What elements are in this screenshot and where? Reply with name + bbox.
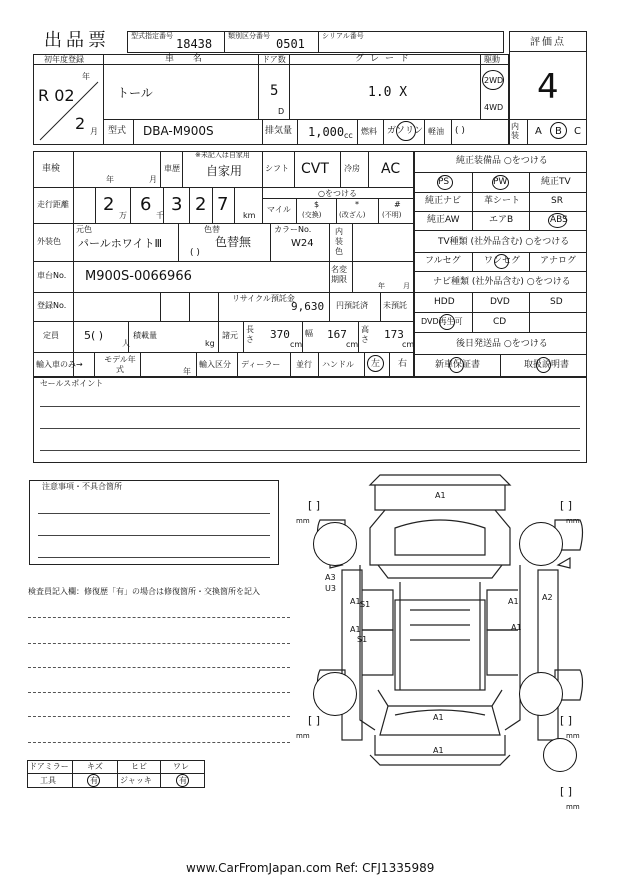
legend-break: ワレ (173, 762, 189, 771)
legend-mirror: ドアミラー (29, 762, 69, 771)
chassis-value: M900S-0066966 (85, 269, 192, 284)
displacement-value: 1,000 (308, 125, 345, 139)
original-color-label: 元色 (76, 225, 92, 234)
dollar-sub: (交換) (302, 211, 322, 219)
navi-title: ナビ種類 (社外品含む) ○をつける (433, 277, 571, 287)
equip-abs-circle (548, 213, 567, 228)
recycle-label: リサイクル預託金 (232, 294, 295, 303)
height-value: 173 (384, 328, 404, 341)
doors-sub: D (278, 107, 285, 116)
tire-front-left (313, 522, 357, 566)
later-warranty: 新車保証書 (435, 360, 481, 370)
tire-mm-fr: mm (566, 517, 580, 525)
grade-label: グレード (355, 54, 416, 64)
import-only-label: 輸入車のみ→ (36, 360, 83, 369)
tire-bracket-rr: [ ] (560, 714, 573, 727)
recycle-value: 9,630 (291, 300, 325, 313)
drive-label: 駆動 (484, 55, 500, 64)
tv-oneseg-circle (494, 254, 509, 269)
tire-bracket-fl: [ ] (308, 499, 321, 512)
mileage-circle-note: ○をつける (318, 189, 357, 198)
equipment-title: 純正装備品 ○をつける (456, 156, 548, 166)
model-year-label: モデル年式 (104, 355, 136, 374)
shift-value: CVT (301, 161, 329, 177)
mileage-digit-4: 2 (195, 194, 207, 215)
navi-dvd-play-circle (439, 314, 455, 330)
equip-airbag: エアB (489, 215, 514, 225)
legend-tools: 工具 (40, 776, 56, 785)
mileage-unit-sen: 千 (156, 211, 164, 220)
equip-abs: ABS (550, 215, 568, 225)
drive-2wd-circle (482, 70, 504, 90)
inspection-label: 車検 (42, 164, 61, 174)
color-swap-paren: ( ) (190, 248, 200, 258)
star-sub: (改ざん) (339, 211, 366, 219)
width-unit: cm (346, 340, 359, 349)
damage-right-front-door: A1 (508, 597, 519, 606)
light-oil-paren: ( ) (455, 126, 465, 136)
dealer-option: ディーラー (241, 360, 281, 369)
later-title: 後日発送品 ○をつける (456, 339, 548, 349)
navi-dvd-play: DVD再生可 (421, 317, 463, 326)
shift-label: シフト (265, 164, 289, 173)
tire-spare (543, 738, 577, 772)
footer-watermark: www.CarFromJapan.com Ref: CFJ1335989 (186, 861, 435, 875)
length-label: 長さ (246, 325, 254, 344)
recycle-unit: 円預託済 (336, 301, 368, 310)
grade-value: 1.0 X (368, 85, 408, 100)
model-year-unit: 年 (183, 367, 191, 376)
damage-front-left-a: A3 (325, 573, 336, 582)
score-label: 評価点 (530, 37, 566, 48)
fuel-label: 燃料 (361, 127, 377, 136)
score-value: 4 (537, 67, 559, 107)
mileage-label: 走行距離 (37, 200, 69, 209)
displacement-unit: cc (344, 131, 353, 140)
serial-label: シリアル番号 (322, 32, 364, 40)
tv-oneseg: ワンセグ (484, 256, 521, 266)
hash-sub: (不明) (382, 211, 402, 219)
first-reg-month: 2 (75, 114, 86, 133)
legend-tools-circle (87, 774, 100, 787)
drive-4wd: 4WD (484, 103, 504, 112)
import-class-label: 輸入区分 (199, 360, 231, 369)
doors-value: 5 (270, 83, 279, 99)
legend-jack: ジャッキ (120, 776, 152, 785)
later-manual: 取扱説明書 (524, 360, 570, 370)
sheet-title: 出品票 (44, 30, 110, 51)
interior-b-circle (550, 122, 567, 139)
history-note: ※未記入は自家用 (195, 151, 250, 159)
damage-left-rear-door-s: S1 (357, 635, 368, 644)
navi-sd: SD (550, 297, 563, 307)
first-reg-year-unit: 年 (82, 72, 90, 81)
name-change-year: 年 (378, 282, 385, 290)
length-unit: cm (290, 340, 303, 349)
name-change-month: 月 (403, 282, 410, 290)
damage-front-left-u: U3 (325, 584, 336, 593)
color-no-label: カラーNo. (274, 225, 312, 234)
handle-label: ハンドル (322, 360, 354, 369)
tire-bracket-spare: [ ] (560, 785, 573, 798)
load-label: 積載量 (133, 331, 157, 340)
notes-box (29, 480, 279, 565)
navi-dvd: DVD (490, 297, 510, 307)
tv-fullseg: フルセグ (425, 256, 461, 266)
interior-a: A (535, 126, 542, 137)
mileage-unit-man: 万 (119, 211, 127, 220)
interior-c: C (574, 126, 581, 137)
light-oil-label: 軽油 (428, 127, 444, 136)
chassis-label: 車台No. (37, 271, 67, 280)
name-label: 車 名 (165, 54, 210, 64)
fuel-value: ガソリン (387, 126, 424, 136)
equip-aw: 純正AW (427, 215, 460, 225)
legend-crack: ヒビ (131, 762, 147, 771)
fuel-circle (396, 121, 416, 141)
width-label: 幅 (305, 329, 313, 338)
legend-tools-yes: 有 (90, 776, 98, 785)
mileage-digit-5: 7 (217, 194, 229, 215)
exterior-color-label: 外装色 (37, 237, 61, 246)
tire-bracket-rl: [ ] (308, 714, 321, 727)
first-reg-month-unit: 月 (90, 127, 98, 136)
type-no-value: 18438 (176, 37, 213, 51)
displacement-label: 排気量 (265, 126, 293, 136)
height-unit: cm (402, 340, 415, 349)
tire-bracket-fr: [ ] (560, 499, 573, 512)
dollar-label: $ (314, 200, 320, 209)
mileage-digit-3: 3 (171, 194, 183, 215)
navi-cd: CD (493, 317, 507, 327)
recycle-unpaid: 未預託 (383, 301, 407, 310)
inspector-label: 検査員記入欄：修復歴「有」の場合は修復箇所・交換箇所を記入 (28, 587, 260, 596)
car-name: トール (117, 86, 153, 100)
registration-label: 登録No. (37, 301, 67, 310)
legend-jack-yes: 有 (179, 776, 187, 785)
name-change-label: 名変期限 (331, 265, 347, 284)
class-no-value: 0501 (276, 37, 305, 51)
inspection-month-unit: 月 (149, 175, 157, 184)
equip-tv: 純正TV (541, 177, 571, 187)
ac-value: AC (381, 161, 401, 177)
history-label: 車歴 (164, 164, 180, 173)
tire-mm-spare: mm (566, 803, 580, 811)
tire-front-right (519, 522, 563, 566)
navi-hdd: HDD (434, 297, 455, 307)
dimensions-label: 諸元 (222, 331, 238, 340)
color-no-value: W24 (291, 238, 314, 249)
height-label: 高さ (361, 325, 369, 344)
mileage-digit-2: 6 (140, 194, 152, 215)
interior-color-label: 内装色 (335, 227, 343, 256)
sales-point-label: セールスポイント (40, 379, 104, 388)
interior-label: 内装 (511, 122, 519, 140)
later-warranty-circle (449, 357, 464, 373)
damage-front-bumper: A1 (435, 491, 446, 500)
equip-sr: SR (551, 196, 563, 206)
handle-left-circle (367, 355, 384, 372)
later-manual-circle (536, 357, 551, 373)
interior-b: B (555, 126, 562, 137)
ac-label: 冷房 (344, 164, 360, 173)
capacity-unit: 人 (122, 339, 130, 348)
capacity-value: 5( ) (84, 329, 104, 342)
equip-navi: 純正ナビ (425, 196, 462, 206)
tire-mm-fl: mm (296, 517, 310, 525)
hash-label: # (394, 200, 401, 209)
star-label: * (355, 200, 359, 209)
tire-mm-rl: mm (296, 732, 310, 740)
history-value: 自家用 (206, 164, 243, 178)
equip-ps-circle (437, 175, 453, 190)
equip-pw-circle (492, 175, 509, 190)
inspection-year-unit: 年 (106, 175, 114, 184)
color-swap-value: 色替無 (215, 235, 252, 249)
tire-rear-right (519, 672, 563, 716)
first-reg-label: 初年度登録 (44, 55, 84, 64)
tire-mm-rr: mm (566, 732, 580, 740)
equip-leather: 革シート (484, 196, 521, 206)
capacity-label: 定員 (43, 331, 59, 340)
damage-rear-panel: A1 (433, 713, 444, 722)
mileage-unit-km: km (243, 211, 256, 220)
damage-right-rear-door: A1 (511, 623, 522, 632)
model-label: 型式 (108, 126, 127, 136)
legend-scratch: キズ (87, 762, 103, 771)
class-no-label: 類別区分番号 (228, 32, 270, 40)
tire-rear-left (313, 672, 357, 716)
equip-pw: PW (493, 177, 508, 187)
mileage-digit-1: 2 (103, 194, 115, 215)
width-value: 167 (327, 328, 347, 341)
damage-right-fender: A2 (542, 593, 553, 602)
doors-label: ドア数 (262, 55, 286, 64)
mile-label: マイル (267, 205, 291, 214)
equip-ps: PS (438, 177, 450, 187)
length-value: 370 (270, 328, 290, 341)
parallel-option: 並行 (296, 360, 312, 369)
drive-2wd: 2WD (484, 76, 504, 85)
type-no-label: 型式指定番号 (131, 32, 173, 40)
notes-label: 注意事項・不具合箇所 (42, 482, 122, 491)
handle-right: 右 (398, 359, 408, 369)
exterior-color-value: パールホワイトⅢ (78, 237, 163, 250)
damage-left-front-door-s: S1 (360, 600, 371, 609)
damage-left-rear-door: A1 (350, 625, 361, 634)
legend-jack-circle (176, 774, 189, 787)
damage-left-front-door: A1 (350, 597, 361, 606)
tv-analog: アナログ (540, 256, 577, 266)
color-swap-label: 色替 (204, 225, 220, 234)
damage-rear-bumper: A1 (433, 746, 444, 755)
handle-left: 左 (371, 359, 381, 369)
model-value: DBA-M900S (143, 124, 214, 138)
tv-title: TV種類 (社外品含む) ○をつける (438, 237, 570, 247)
first-reg-year: R 02 (38, 86, 75, 105)
load-unit: kg (205, 339, 215, 348)
